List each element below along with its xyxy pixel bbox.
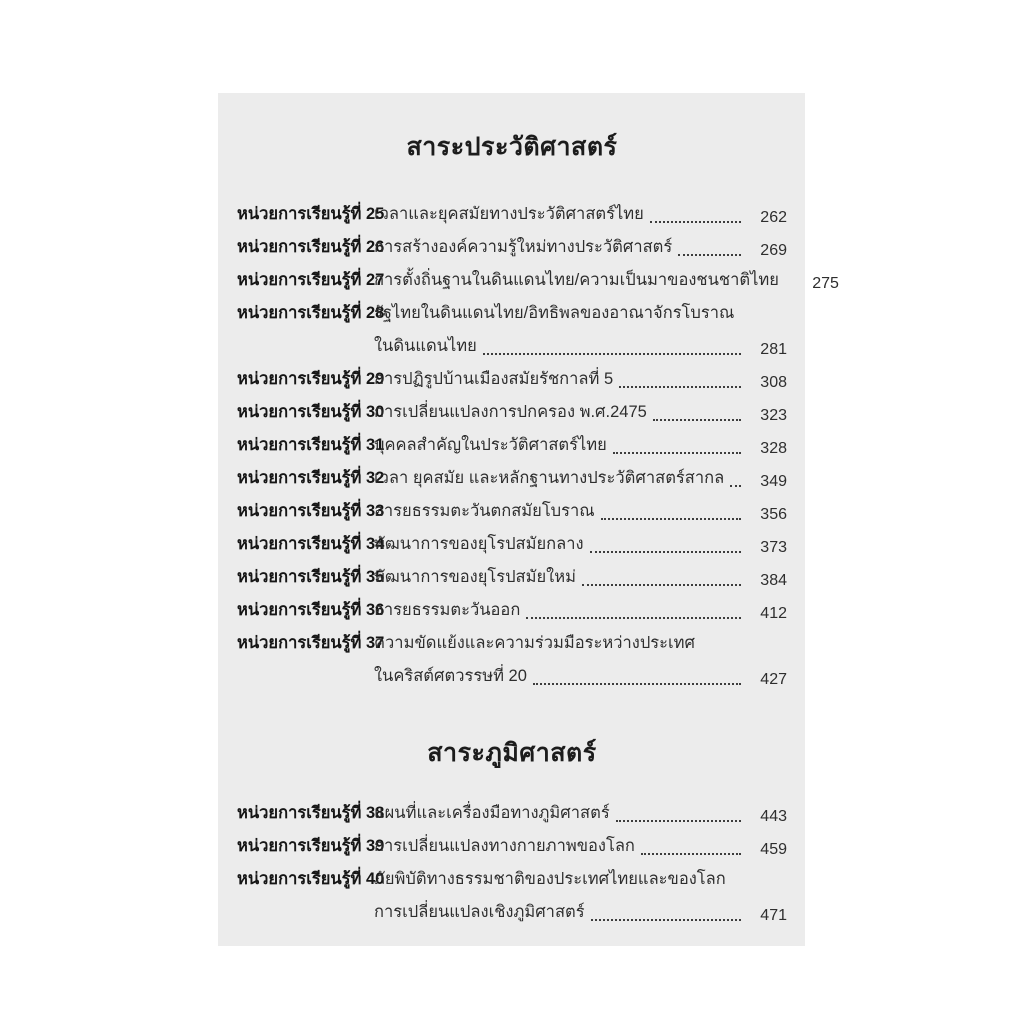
- entry-line: [374, 662, 787, 695]
- entry-title: ภัยพิบัติทางธรรมชาติของประเทศไทยและของโลก: [374, 870, 726, 888]
- entry-line: [374, 530, 787, 563]
- dot-leader: [730, 485, 741, 487]
- entry-title: อารยธรรมตะวันตกสมัยโบราณ: [374, 502, 595, 520]
- unit-label: หน่วยการเรียนรู้ที่ 29: [237, 370, 385, 388]
- entry-line: [374, 799, 787, 832]
- entry-lines: [374, 629, 787, 695]
- entry-lines: [374, 398, 787, 431]
- entry-title: อารยธรรมตะวันออก: [374, 601, 521, 619]
- entry-title: บุคคลสำคัญในประวัติศาสตร์ไทย: [374, 436, 607, 454]
- toc-entry: [237, 233, 787, 266]
- toc-entry: [237, 266, 839, 299]
- entry-line: [374, 398, 787, 431]
- entry-lines: [374, 200, 787, 233]
- entry-line: [374, 233, 787, 266]
- entry-line: [374, 266, 839, 299]
- unit-label: หน่วยการเรียนรู้ที่ 33: [237, 502, 385, 520]
- entry-lines: [374, 497, 787, 530]
- unit-label: หน่วยการเรียนรู้ที่ 30: [237, 403, 385, 421]
- entry-title: การเปลี่ยนแปลงเชิงภูมิศาสตร์: [374, 903, 585, 921]
- page-number: 275: [812, 275, 839, 292]
- dot-leader: [619, 386, 741, 388]
- entry-line: [374, 200, 787, 233]
- entry-lines: [374, 266, 839, 299]
- page-number: 262: [760, 209, 787, 226]
- entry-lines: [374, 865, 787, 931]
- entry-line: [374, 299, 787, 332]
- entry-title: แผนที่และเครื่องมือทางภูมิศาสตร์: [374, 804, 610, 822]
- entry-title: เวลา ยุคสมัย และหลักฐานทางประวัติศาสตร์สากล: [374, 469, 725, 487]
- dot-leader: [591, 919, 741, 921]
- dot-leader: [650, 221, 741, 223]
- unit-label: หน่วยการเรียนรู้ที่ 38: [237, 804, 385, 822]
- entry-line: [374, 832, 787, 865]
- entry-title: การเปลี่ยนแปลงการปกครอง พ.ศ.2475: [374, 403, 647, 421]
- entry-title: ในคริสต์ศตวรรษที่ 20: [374, 667, 527, 685]
- entry-line: [374, 365, 787, 398]
- unit-label: หน่วยการเรียนรู้ที่ 40: [237, 870, 385, 888]
- toc-entry: [237, 497, 787, 530]
- toc-entry: [237, 530, 787, 563]
- entry-list: [237, 200, 839, 695]
- dot-leader: [653, 419, 741, 421]
- entry-line: [374, 865, 787, 898]
- page-number: 328: [760, 440, 787, 457]
- dot-leader: [483, 353, 741, 355]
- entry-lines: [374, 431, 787, 464]
- unit-label: หน่วยการเรียนรู้ที่ 26: [237, 238, 385, 256]
- entry-lines: [374, 299, 787, 365]
- toc-entry: [237, 629, 787, 695]
- toc-entry: [237, 464, 787, 497]
- section-title: สาระภูมิศาสตร์: [427, 739, 597, 767]
- unit-label: หน่วยการเรียนรู้ที่ 32: [237, 469, 385, 487]
- dot-leader: [641, 853, 741, 855]
- page-number: 412: [760, 605, 787, 622]
- unit-label: หน่วยการเรียนรู้ที่ 35: [237, 568, 385, 586]
- entry-lines: [374, 233, 787, 266]
- page-number: 269: [760, 242, 787, 259]
- entry-line: [374, 898, 787, 931]
- toc-entry: [237, 865, 787, 931]
- page-number: 443: [760, 808, 787, 825]
- entry-title: ความขัดแย้งและความร่วมมือระหว่างประเทศ: [374, 634, 696, 652]
- page-number: 356: [760, 506, 787, 523]
- unit-label: หน่วยการเรียนรู้ที่ 34: [237, 535, 385, 553]
- page-number: 349: [760, 473, 787, 490]
- entry-line: [374, 464, 787, 497]
- dot-leader: [590, 551, 741, 553]
- toc-section: [237, 93, 839, 695]
- dot-leader: [601, 518, 741, 520]
- dot-leader: [613, 452, 741, 454]
- entry-lines: [374, 799, 787, 832]
- unit-label: หน่วยการเรียนรู้ที่ 28: [237, 304, 385, 322]
- dot-leader: [582, 584, 741, 586]
- page-number: 281: [760, 341, 787, 358]
- entry-title: พัฒนาการของยุโรปสมัยใหม่: [374, 568, 576, 586]
- entry-line: [374, 497, 787, 530]
- unit-label: หน่วยการเรียนรู้ที่ 27: [237, 271, 385, 289]
- toc-page: [218, 93, 839, 946]
- entry-line: [374, 332, 787, 365]
- entry-title: การสร้างองค์ความรู้ใหม่ทางประวัติศาสตร์: [374, 238, 673, 256]
- toc-entry: [237, 431, 787, 464]
- entry-list: [237, 799, 787, 931]
- entry-title: เวลาและยุคสมัยทางประวัติศาสตร์ไทย: [374, 205, 644, 223]
- page-number: 384: [760, 572, 787, 589]
- page-number: 459: [760, 841, 787, 858]
- entry-lines: [374, 365, 787, 398]
- entry-lines: [374, 563, 787, 596]
- page-number: 471: [760, 907, 787, 924]
- entry-line: [374, 431, 787, 464]
- page-number: 373: [760, 539, 787, 556]
- toc-entry: [237, 563, 787, 596]
- toc-entry: [237, 299, 787, 365]
- toc-entry: [237, 832, 787, 865]
- unit-label: หน่วยการเรียนรู้ที่ 37: [237, 634, 385, 652]
- page-number: 323: [760, 407, 787, 424]
- dot-leader: [533, 683, 741, 685]
- entry-title: รัฐไทยในดินแดนไทย/อิทธิพลของอาณาจักรโบราณ: [374, 304, 735, 322]
- dot-leader: [616, 820, 741, 822]
- dot-leader: [678, 254, 741, 256]
- page-number: 427: [760, 671, 787, 688]
- entry-line: [374, 596, 787, 629]
- toc-entry: [237, 799, 787, 832]
- unit-label: หน่วยการเรียนรู้ที่ 36: [237, 601, 385, 619]
- unit-label: หน่วยการเรียนรู้ที่ 25: [237, 205, 385, 223]
- entry-title: การตั้งถิ่นฐานในดินแดนไทย/ความเป็นมาของชนชาติไทย: [374, 271, 779, 289]
- dot-leader: [526, 617, 741, 619]
- entry-title: ในดินแดนไทย: [374, 337, 477, 355]
- entry-title: การปฏิรูปบ้านเมืองสมัยรัชกาลที่ 5: [374, 370, 614, 388]
- toc-section: [237, 695, 787, 931]
- entry-lines: [374, 832, 787, 865]
- toc-entry: [237, 596, 787, 629]
- unit-label: หน่วยการเรียนรู้ที่ 39: [237, 837, 385, 855]
- entry-line: [374, 563, 787, 596]
- page-number: 308: [760, 374, 787, 391]
- toc-entry: [237, 365, 787, 398]
- entry-title: การเปลี่ยนแปลงทางกายภาพของโลก: [374, 837, 635, 855]
- entry-lines: [374, 596, 787, 629]
- toc-entry: [237, 200, 787, 233]
- entry-lines: [374, 464, 787, 497]
- entry-line: [374, 629, 787, 662]
- unit-label: หน่วยการเรียนรู้ที่ 31: [237, 436, 385, 454]
- section-title: สาระประวัติศาสตร์: [406, 133, 618, 161]
- entry-title: พัฒนาการของยุโรปสมัยกลาง: [374, 535, 584, 553]
- entry-lines: [374, 530, 787, 563]
- toc-entry: [237, 398, 787, 431]
